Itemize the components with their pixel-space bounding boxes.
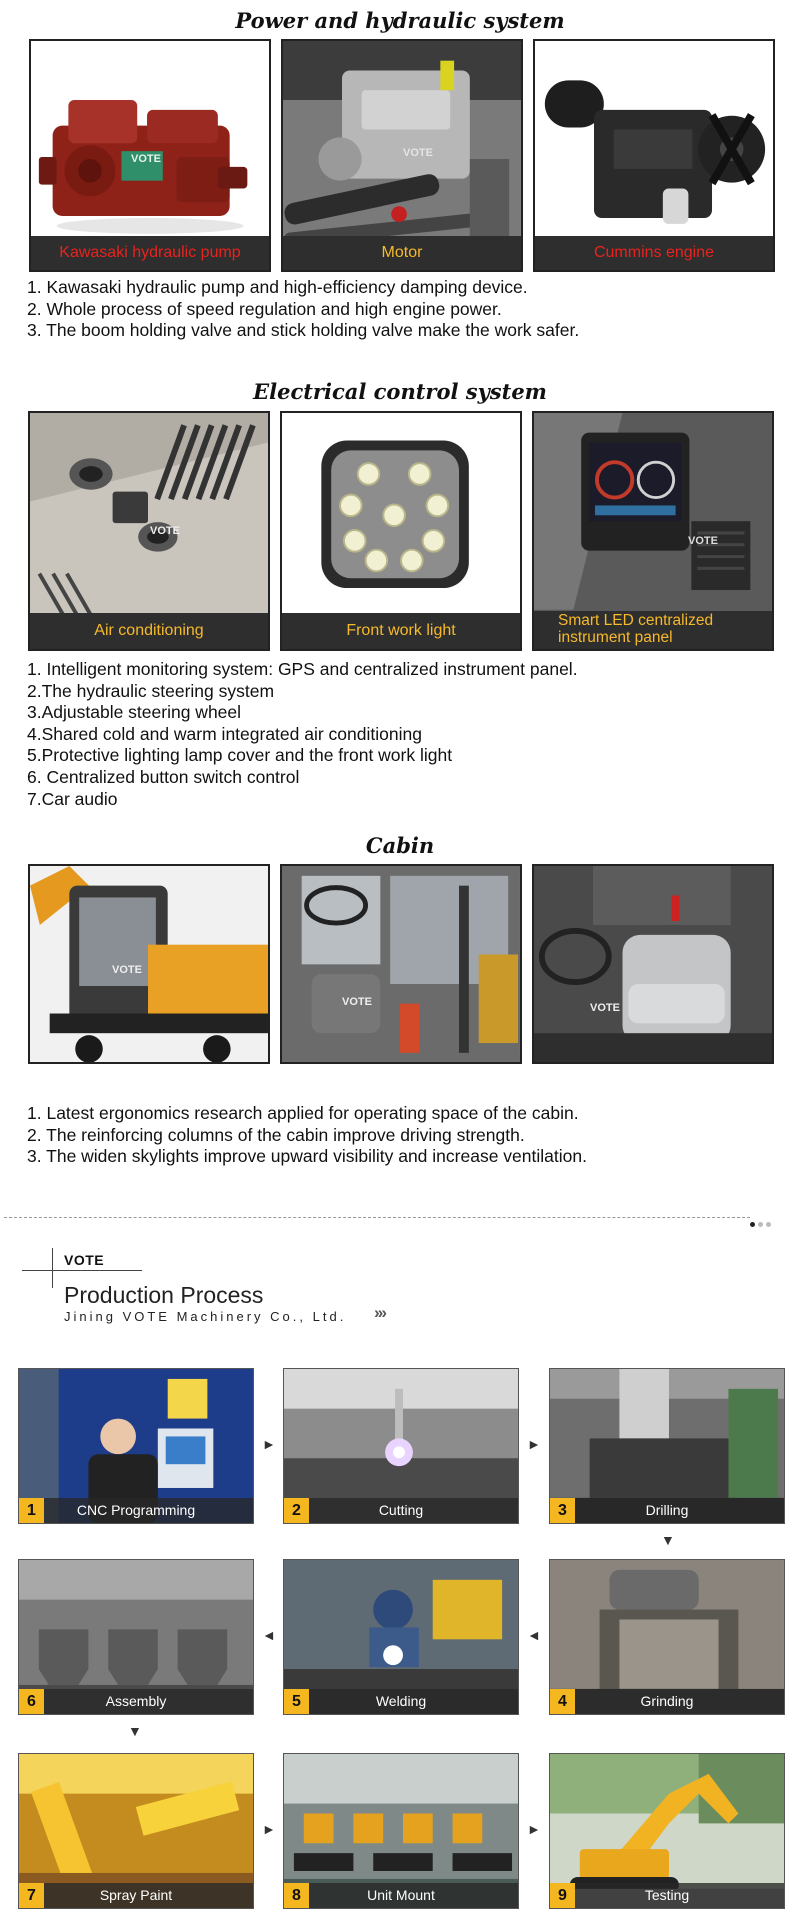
step-label: Assembly [19,1689,253,1714]
company-name: Jining VOTE Machinery Co., Ltd. [64,1309,347,1324]
feature-line: 3. The boom holding valve and stick holding valve make the work safer. [27,320,580,341]
watermark: VOTE [590,1002,620,1014]
cabin-exterior-photo [28,864,270,1064]
watermark: VOTE [342,996,372,1008]
feature-line: 1. Latest ergonomics research applied for operating space of the cabin. [27,1103,579,1123]
step-label: Welding [284,1689,518,1714]
cabin-seat-photo [532,864,774,1064]
arrow-down-icon: ▼ [661,1532,675,1548]
feature-line: 7.Car audio [27,788,118,809]
step-number: 9 [550,1883,575,1908]
power-section-title: Power and hydraulic system [235,8,565,33]
watermark: VOTE [150,525,180,537]
step-welding [283,1559,519,1715]
feature-line: 2. Whole process of speed regulation and high engine power. [27,298,502,319]
step-unit-mount [283,1753,519,1909]
arrow-left-icon: ◄ [527,1627,541,1643]
feature-line: 3. The widen skylights improve upward visibility and increase ventilation. [27,1146,587,1167]
cabin-exterior-image [30,866,268,1063]
hydraulic-pump-photo [29,39,271,272]
arrow-left-icon: ◄ [262,1627,276,1643]
feature-line: 3.Adjustable steering wheel [27,702,242,723]
step-number: 2 [284,1498,309,1523]
arrow-right-icon: ► [262,1436,276,1452]
feature-line: 2. The reinforcing columns of the cabin improve driving strength. [27,1124,525,1145]
step-label: Cutting [284,1498,518,1523]
step-testing [549,1753,785,1909]
dot [766,1222,771,1227]
step-number: 8 [284,1883,309,1908]
feature-line: 4.Shared cold and warm integrated air conditioning [27,723,422,744]
step-cutting [283,1368,519,1524]
logo-decor-line [52,1248,53,1288]
arrow-right-icon: ► [527,1436,541,1452]
watermark: VOTE [688,535,718,547]
instrument-panel-photo [532,411,774,651]
cabin-interior-image [282,866,520,1063]
step-number: 1 [19,1498,44,1523]
step-label: Spray Paint [19,1883,253,1908]
dot [750,1222,755,1227]
arrow-right-icon: ► [527,1821,541,1837]
watermark: VOTE [403,147,433,159]
watermark: VOTE [131,153,161,165]
step-label: Grinding [550,1689,784,1714]
production-title: Production Process [64,1282,264,1308]
power-features-list [27,277,579,342]
feature-line: 5.Protective lighting lamp cover and the front work light [27,745,453,766]
electrical-section-title: Electrical control system [253,379,547,404]
section-divider [4,1217,750,1218]
step-spray-paint [18,1753,254,1909]
electrical-features-list [27,659,578,810]
step-label: Testing [550,1883,784,1908]
step-label: Unit Mount [284,1883,518,1908]
step-cnc-programming [18,1368,254,1524]
step-number: 3 [550,1498,575,1523]
cabin-seat-image [534,866,772,1063]
image-caption: Kawasaki hydraulic pump [31,236,269,270]
vote-logo: VOTE [64,1252,105,1268]
cabin-interior-photo [280,864,522,1064]
arrow-down-icon: ▼ [128,1723,142,1739]
step-drilling [549,1368,785,1524]
caption-line: Smart LED centralized [558,612,714,629]
pager-dots [750,1214,774,1232]
caption-line: instrument panel [558,629,673,646]
feature-line: 1. Kawasaki hydraulic pump and high-efficiency damping device. [27,277,528,297]
front-work-light-photo [280,411,522,651]
image-caption: Front work light [282,613,520,649]
cabin-features-list [27,1103,587,1168]
step-number: 6 [19,1689,44,1714]
dot [758,1222,763,1227]
arrow-right-icon: ► [262,1821,276,1837]
step-number: 5 [284,1689,309,1714]
step-assembly [18,1559,254,1715]
motor-photo [281,39,523,272]
step-number: 4 [550,1689,575,1714]
feature-line: 6. Centralized button switch control [27,766,300,787]
engine-photo [533,39,775,272]
cabin-section-title: Cabin [365,833,435,858]
image-caption: Cummins engine [535,236,773,270]
feature-line: 1. Intelligent monitoring system: GPS and centralized instrument panel. [27,659,578,679]
step-grinding [549,1559,785,1715]
air-conditioning-photo [28,411,270,651]
watermark: VOTE [112,964,142,976]
feature-line: 2.The hydraulic steering system [27,680,275,701]
image-caption: Air conditioning [30,613,268,649]
logo-decor-line [22,1270,142,1271]
image-caption: Motor [283,236,521,270]
step-label: CNC Programming [19,1498,253,1523]
image-caption [534,611,772,649]
step-number: 7 [19,1883,44,1908]
step-label: Drilling [550,1498,784,1523]
triple-chevron-icon: ››› [374,1303,385,1322]
